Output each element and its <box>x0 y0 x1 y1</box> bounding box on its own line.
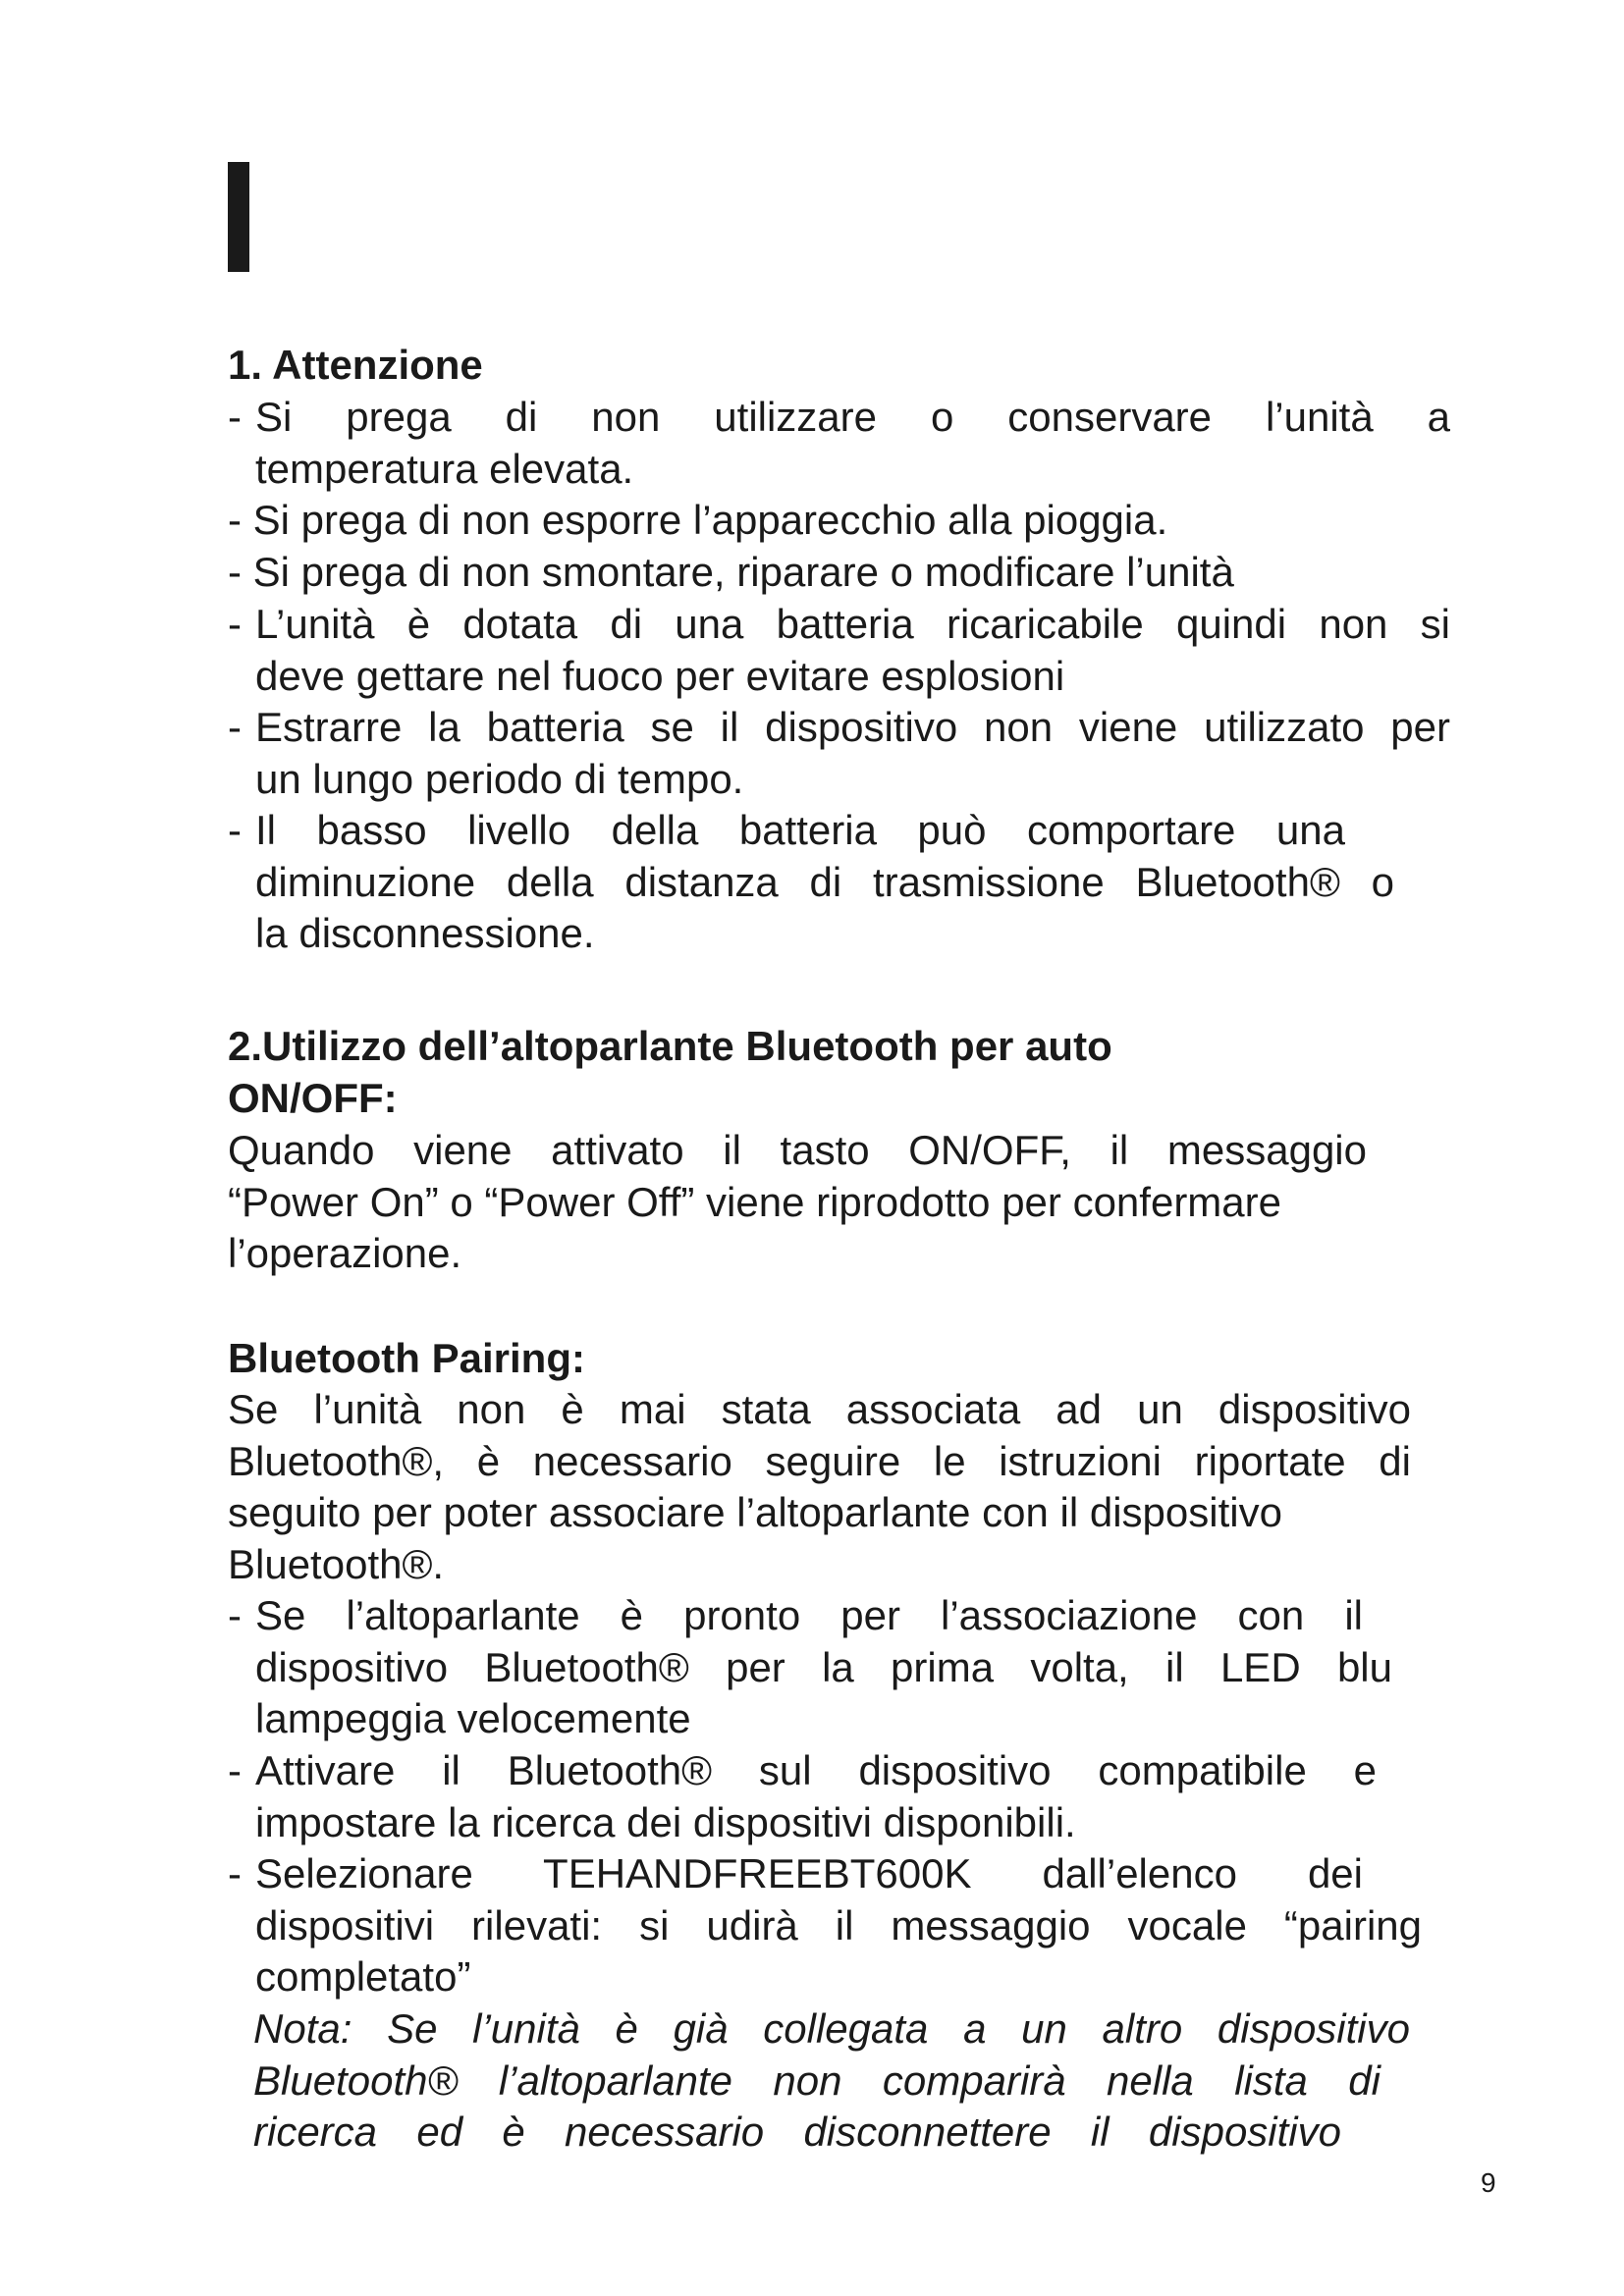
attenzione-item-6: - Il basso livello della batteria può comportare una diminuzione della distanza di trasmissione Bluetooth® o la disconnessione. <box>228 807 1394 956</box>
utilizzo-heading: 2.Utilizzo dell’altoparlante Bluetooth per auto <box>228 1023 1112 1069</box>
attenzione-item-4: - L’unità è dotata di una batteria ricaricabile quindi non si deve gettare nel fuoco per evitare esplosioni <box>228 601 1450 699</box>
pairing-item-2: - Attivare il Bluetooth® sul dispositivo compatibile e impostare la ricerca dei dispositivi disponibili. <box>228 1747 1377 1845</box>
section-letter-i <box>228 162 249 272</box>
attenzione-heading: 1. Attenzione <box>228 342 483 388</box>
pairing-item-1: - Se l’altoparlante è pronto per l’associazione con il dispositivo Bluetooth® per la prima volta, il LED blu lampeggia velocemente <box>228 1592 1392 1741</box>
attenzione-item-2: - Si prega di non esporre l’apparecchio alla pioggia. <box>228 497 1168 543</box>
onoff-heading: ON/OFF: <box>228 1075 398 1121</box>
attenzione-item-1: - Si prega di non utilizzare o conservare l’unità a temperatura elevata. <box>228 394 1450 492</box>
attenzione-item-5: - Estrarre la batteria se il dispositivo non viene utilizzato per un lungo periodo di tempo. <box>228 704 1450 802</box>
pairing-heading: Bluetooth Pairing: <box>228 1335 585 1381</box>
page-number: 9 <box>1481 2167 1496 2198</box>
nota-paragraph: Nota: Se l’unità è già collegata a un altro dispositivo Bluetooth® l’altoparlante non comparirà nella lista di ricerca ed è necessario disconnettere il dispositivo <box>253 2005 1410 2155</box>
pairing-item-3: - Selezionare TEHANDFREEBT600K dall’elenco dei dispositivi rilevati: si udirà il messaggio vocale “pairing completato” <box>228 1850 1422 2000</box>
pairing-paragraph: Se l’unità non è mai stata associata ad un dispositivo Bluetooth®, è necessario seguire le istruzioni riportate di seguito per poter associare l’altoparlante con il dispositivo Bluetooth®. <box>228 1386 1411 1587</box>
onoff-paragraph: Quando viene attivato il tasto ON/OFF, il messaggio “Power On” o “Power Off” viene riprodotto per confermare l’operazione. <box>228 1127 1367 1276</box>
attenzione-item-3: - Si prega di non smontare, riparare o modificare l’unità <box>228 549 1234 595</box>
